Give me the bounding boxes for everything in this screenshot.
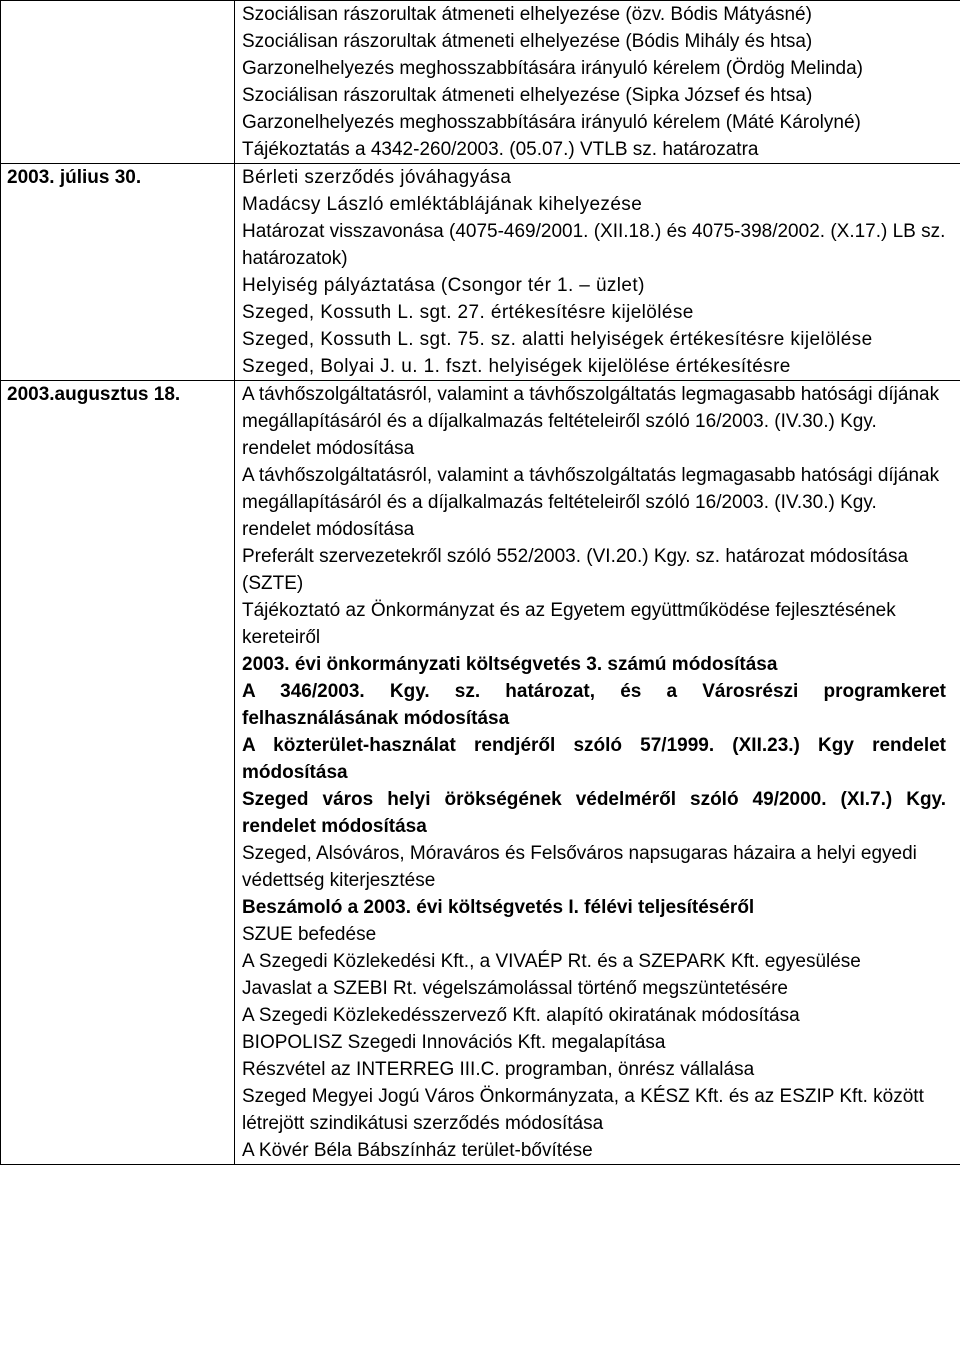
agenda-item: A Szegedi Közlekedésszervező Kft. alapító okiratának módosítása <box>242 1005 800 1026</box>
agenda-item: Szeged, Bolyai J. u. 1. fszt. helyiségek kijelölése értékesítésre <box>242 356 791 377</box>
section-items <box>235 381 960 1165</box>
agenda-item: Szociálisan rászorultak átmeneti elhelyezése (Bódis Mihály és htsa) <box>242 31 813 52</box>
agenda-item: Javaslat a SZEBI Rt. végelszámolással történő megszüntetésére <box>242 978 788 999</box>
agenda-item: Szeged város helyi örökségének védelméről szóló 49/2000. (XI.7.) Kgy. rendelet módosítása <box>242 789 946 837</box>
agenda-item: Preferált szervezetekről szóló 552/2003. (VI.20.) Kgy. sz. határozat módosítása (SZTE) <box>242 546 909 594</box>
agenda-item: Beszámoló a 2003. évi költségvetés I. félévi teljesítéséről <box>242 897 755 918</box>
agenda-item: Garzonelhelyezés meghosszabbítására irányuló kérelem (Máté Károlyné) <box>242 112 861 133</box>
section-row <box>1 164 960 381</box>
section-date <box>1 1 235 164</box>
agenda-item: BIOPOLISZ Szegedi Innovációs Kft. megalapítása <box>242 1032 666 1053</box>
agenda-item: Garzonelhelyezés meghosszabbítására irányuló kérelem (Ördög Melinda) <box>242 58 863 79</box>
agenda-item: Határozat visszavonása (4075-469/2001. (XII.18.) és 4075-398/2002. (X.17.) LB sz. határozatok) <box>242 221 946 269</box>
agenda-item: A távhőszolgáltatásról, valamint a távhőszolgáltatás legmagasabb hatósági díjának megállapításáról és a díjalkalmazás feltételeiről szóló 16/2003. (IV.30.) Kgy. rendelet módosítása <box>242 465 940 540</box>
agenda-item: 2003. évi önkormányzati költségvetés 3. számú módosítása <box>242 654 778 675</box>
section-date: 2003. július 30. <box>1 164 235 381</box>
section-row <box>1 381 960 1165</box>
section-row <box>1 1 960 164</box>
agenda-item: A távhőszolgáltatásról, valamint a távhőszolgáltatás legmagasabb hatósági díjának megállapításáról és a díjalkalmazás feltételeiről szóló 16/2003. (IV.30.) Kgy. rendelet módosítása <box>242 384 940 459</box>
agenda-item: Bérleti szerződés jóváhagyása <box>242 167 512 188</box>
agenda-item: A közterület-használat rendjéről szóló 57/1999. (XII.23.) Kgy rendelet módosítása <box>242 735 946 783</box>
agenda-item: Szeged, Kossuth L. sgt. 75. sz. alatti helyiségek értékesítésre kijelölése <box>242 329 873 350</box>
agenda-item: Tájékoztató az Önkormányzat és az Egyetem együttműködése fejlesztésének kereteiről <box>242 600 896 648</box>
section-items <box>235 1 960 164</box>
agenda-item: Helyiség pályáztatása (Csongor tér 1. – üzlet) <box>242 275 645 296</box>
agenda-item: Szeged, Alsóváros, Móraváros és Felsőváros napsugaras házaira a helyi egyedi védettség kiterjesztése <box>242 843 917 891</box>
agenda-item: Tájékoztatás a 4342-260/2003. (05.07.) VTLB sz. határozatra <box>242 139 759 160</box>
agenda-item: Szeged Megyei Jogú Város Önkormányzata, a KÉSZ Kft. és az ESZIP Kft. között létrejött szindikátusi szerződés módosítása <box>242 1086 924 1134</box>
section-items <box>235 164 960 381</box>
agenda-item: SZUE befedése <box>242 924 377 945</box>
agenda-item: A 346/2003. Kgy. sz. határozat, és a Városrészi programkeret felhasználásának módosítása <box>242 681 946 729</box>
agenda-item: Szeged, Kossuth L. sgt. 27. értékesítésre kijelölése <box>242 302 694 323</box>
agenda-item: A Kövér Béla Bábszínház terület-bővítése <box>242 1140 593 1161</box>
agenda-item: Részvétel az INTERREG III.C. programban, önrész vállalása <box>242 1059 755 1080</box>
agenda-item: Szociálisan rászorultak átmeneti elhelyezése (özv. Bódis Mátyásné) <box>242 4 812 25</box>
agenda-item: Szociálisan rászorultak átmeneti elhelyezése (Sipka József és htsa) <box>242 85 813 106</box>
section-date: 2003.augusztus 18. <box>1 381 235 1165</box>
agenda-item: Madácsy László emléktáblájának kihelyezése <box>242 194 643 215</box>
agenda-item: A Szegedi Közlekedési Kft., a VIVAÉP Rt. és a SZEPARK Kft. egyesülése <box>242 951 861 972</box>
